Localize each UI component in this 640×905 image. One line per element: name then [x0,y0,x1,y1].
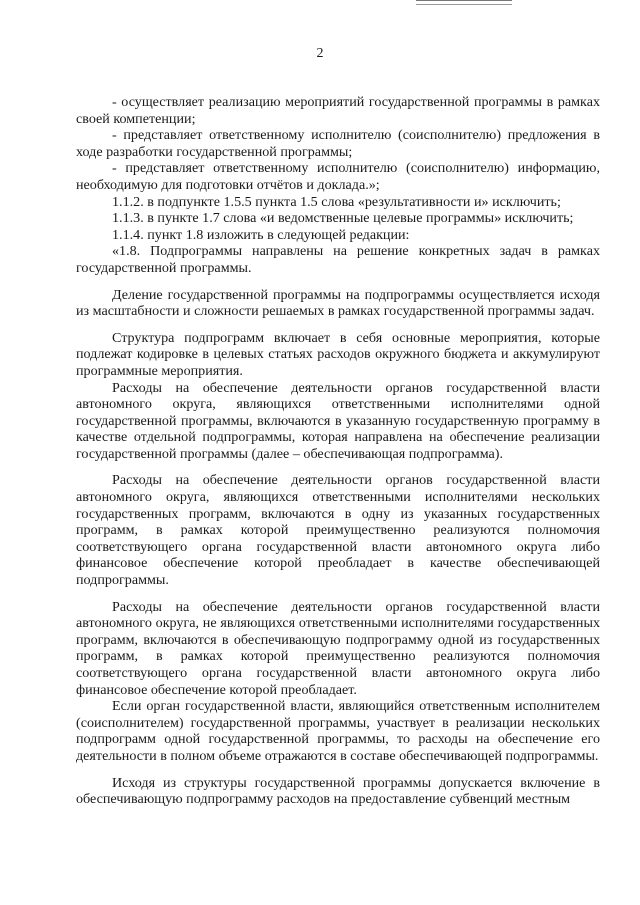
paragraph: - осуществляет реализацию мероприятий государственной программы в рамках своей компетенции; [76,94,600,127]
paragraph: Расходы на обеспечение деятельности органов государственной власти автономного округа, являющихся ответственными исполнителями нескольких государственных программ, включаются в одну из указанных государственных программ, в рамках которой преимущественно реализуются полномочия соответствующего органа государственной власти автономного округа либо финансовое обеспечение которой преобладает в качестве обеспечивающей подпрограммы. [76,472,600,589]
page-number: 2 [316,46,324,61]
document-body [76,94,600,808]
paragraph: Деление государственной программы на подпрограммы осуществляется исходя из масштабности и сложности решаемых в рамках государственной программы задач. [76,286,600,320]
paragraph: 1.1.4. пункт 1.8 изложить в следующей редакции: [112,226,410,243]
paragraph: 1.1.2. в подпункте 1.5.5 пункта 1.5 слова «результативности и» исключить; [112,193,561,210]
scan-edge-mark [416,0,512,5]
paragraph: Исходя из структуры государственной программы допускается включение в обеспечивающую подпрограмму расходов на предоставление субвенций местным [76,774,600,808]
paragraph: - представляет ответственному исполнителю (соисполнителю) предложения в ходе разработки государственной программы; [76,127,600,160]
paragraph: Если орган государственной власти, являющийся ответственным исполнителем (соисполнителем) государственной программы, участвует в реализации нескольких подпрограмм одной государственной программы, то расходы на обеспечение его деятельности в полном объеме отражаются в составе обеспечивающей подпрограммы. [76,698,600,764]
paragraph: Структура подпрограмм включает в себя основные мероприятия, которые подлежат кодировке в целевых статьях расходов окружного бюджета и аккумулируют программные мероприятия. [76,329,600,379]
paragraph: Расходы на обеспечение деятельности органов государственной власти автономного округа, не являющихся ответственными исполнителями государственных программ, включаются в обеспечивающую подпрограмму одной из государственных программ, в рамках которой преимущественно реализуются полномочия соответствующего органа государственной власти автономного округа либо финансовое обеспечение которой преобладает. [76,598,600,698]
paragraph: 1.1.3. в пункте 1.7 слова «и ведомственные целевые программы» исключить; [112,210,574,227]
paragraph: - представляет ответственному исполнителю (соисполнителю) информацию, необходимую для подготовки отчётов и доклада.»; [76,160,600,193]
paragraph: Расходы на обеспечение деятельности органов государственной власти автономного округа, являющихся ответственными исполнителями одной государственной программы, включаются в указанную государственную программу в качестве отдельной подпрограммы, которая направлена на обеспечение реализации государственной программы (далее – обеспечивающая подпрограмма). [76,379,600,462]
paragraph: «1.8. Подпрограммы направлены на решение конкретных задач в рамках государственной программы. [76,243,600,276]
